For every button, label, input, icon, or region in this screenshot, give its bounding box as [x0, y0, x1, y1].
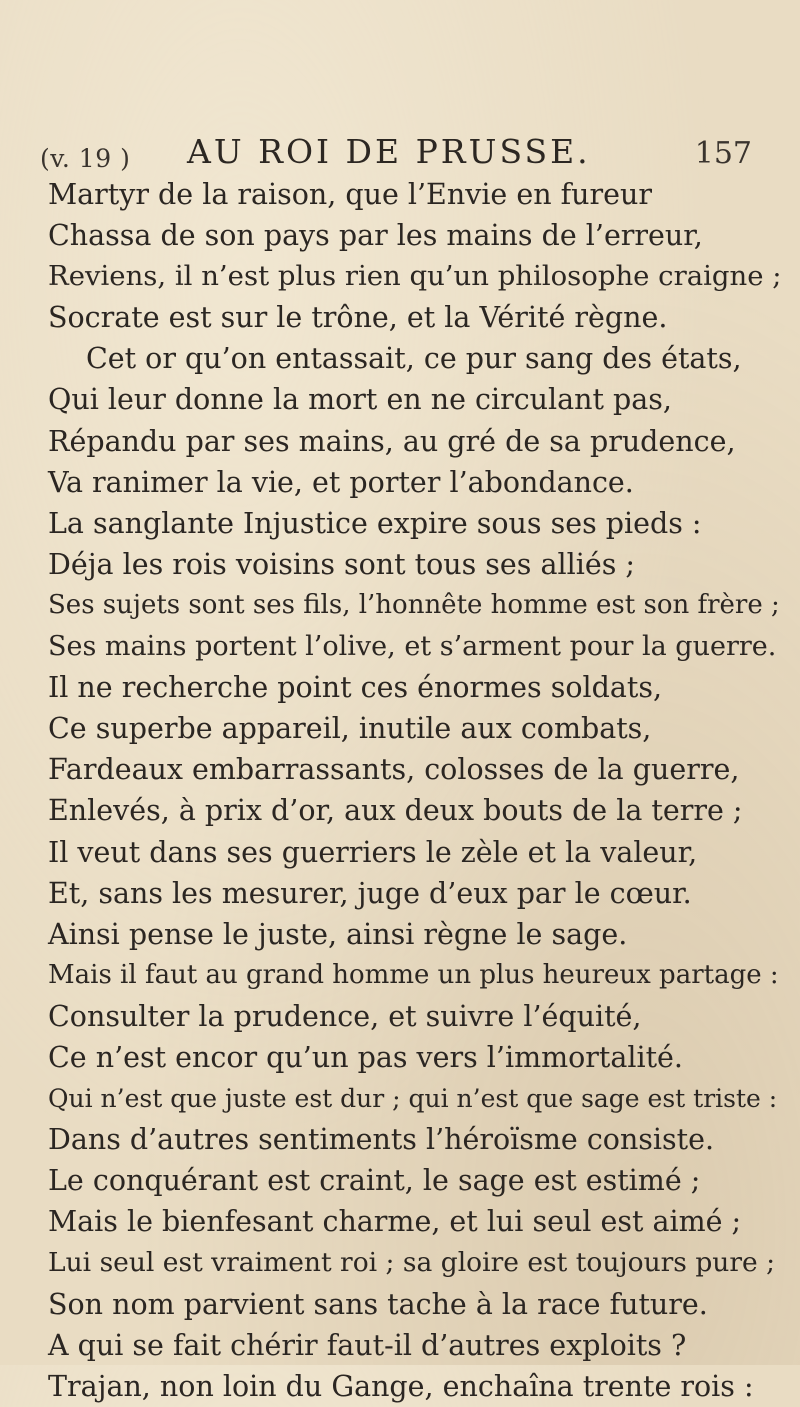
verse-line: Il veut dans ses guerriers le zèle et la valeur, — [48, 835, 698, 869]
verse-line: Martyr de la raison, que l’Envie en fureur — [48, 178, 653, 211]
verse-line: Ainsi pense le juste, ainsi règne le sage. — [48, 917, 628, 951]
verse-line: A qui se fait chérir faut-il d’autres exploits ? — [48, 1328, 687, 1362]
verse-line: Consulter la prudence, et suivre l’équité, — [48, 999, 642, 1033]
verse-line: Mais le bienfesant charme, et lui seul est aimé ; — [48, 1205, 742, 1239]
verse-line: Va ranimer la vie, et porter l’abondance. — [48, 465, 634, 499]
verse-line: Trajan, non loin du Gange, enchaîna trente rois : — [48, 1369, 754, 1403]
verse-line: Déja les rois voisins sont tous ses alliés ; — [48, 547, 635, 581]
page-header — [40, 126, 752, 174]
verse-line: Dans d’autres sentiments l’héroïsme consiste. — [48, 1123, 715, 1157]
verse-line: Ses sujets sont ses fils, l’honnête homme est son frère ; — [48, 589, 780, 620]
verse-line: Cet or qu’on entassait, ce pur sang des états, — [86, 342, 742, 376]
verse-line: Il ne recherche point ces énormes soldats, — [48, 671, 663, 705]
verse-line: Qui n’est que juste est dur ; qui n’est que sage est triste : — [48, 1084, 778, 1114]
verse-line: Socrate est sur le trône, et la Vérité règne. — [48, 301, 668, 335]
verse-line: Le conquérant est craint, le sage est estimé ; — [48, 1164, 701, 1198]
verse-reference: (v. 19 ) — [40, 144, 131, 173]
verse-line: Et, sans les mesurer, juge d’eux par le cœur. — [48, 876, 692, 910]
poem-verses — [48, 174, 788, 1407]
verse-line: Lui seul est vraiment roi ; sa gloire est toujours pure ; — [48, 1247, 776, 1279]
verse-line: Enlevés, à prix d’or, aux deux bouts de la terre ; — [48, 794, 743, 828]
verse-line: Ce superbe appareil, inutile aux combats, — [48, 712, 652, 746]
verse-line: Qui leur donne la mort en ne circulant pas, — [48, 383, 672, 417]
running-title: AU ROI DE PRUSSE. — [187, 132, 591, 171]
verse-line: Chassa de son pays par les mains de l’erreur, — [48, 219, 703, 253]
verse-line: Fardeaux embarrassants, colosses de la guerre, — [48, 753, 740, 787]
verse-line: La sanglante Injustice expire sous ses pieds : — [48, 506, 702, 540]
verse-line: Ce n’est encor qu’un pas vers l’immortalité. — [48, 1040, 683, 1074]
verse-line: Reviens, il n’est plus rien qu’un philosophe craigne ; — [48, 260, 782, 293]
verse-line: Ses mains portent l’olive, et s’arment pour la guerre. — [48, 631, 777, 663]
verse-line: Mais il faut au grand homme un plus heureux partage : — [48, 959, 779, 990]
verse-line: Son nom parvient sans tache à la race future. — [48, 1287, 708, 1321]
page-number: 157 — [694, 136, 752, 171]
verse-line: Répandu par ses mains, au gré de sa prudence, — [48, 424, 736, 458]
